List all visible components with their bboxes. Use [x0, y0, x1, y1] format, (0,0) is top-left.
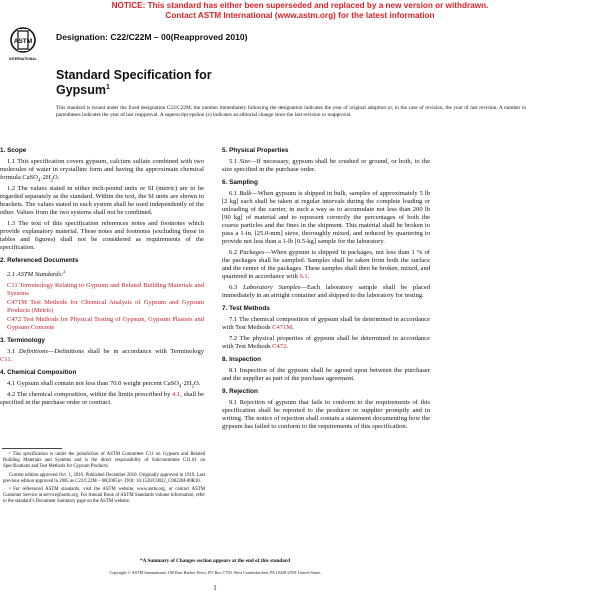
section-heading-referenced-documents: 2. Referenced Documents	[0, 257, 79, 264]
title-line-1: Standard Specification for	[56, 68, 212, 82]
paragraph-3-1: 3.1 Definitions—Definitions shall be in accordance with Terminology C11.	[0, 348, 204, 364]
page-title	[56, 68, 212, 98]
footnotes	[3, 452, 205, 508]
paragraph-4-1: 4.1 Gypsum shall contain not less than 70.0 weight percent $CaSO_4\cdot 2H_2O$.	[7, 380, 201, 390]
reference-c472[interactable]: C472 Test Methods for Physical Testing of Gypsum, Gypsum Plasters and Gypsum Concrete	[7, 316, 204, 332]
paragraph-2-1: 2.1 ASTM Standards:$^2$	[7, 269, 66, 279]
title-line-2: Gypsum$^1$	[56, 83, 110, 97]
astm-logo-icon	[8, 26, 38, 64]
notice-line-2: Contact ASTM International (www.astm.org) for the latest information	[165, 10, 435, 20]
left-column	[0, 142, 204, 410]
section-heading-physical-properties: 5. Physical Properties	[222, 147, 289, 154]
title-footnote-mark[interactable]: 1	[106, 83, 110, 91]
summary-of-changes-note: *A Summary of Changes section appears at the end of this standard	[139, 558, 290, 564]
link-c471m[interactable]: C471M	[272, 324, 293, 331]
svg-text:INTERNATIONAL: INTERNATIONAL	[9, 57, 37, 61]
footnote-1-edition: Current edition approved Oct. 1, 2010. Published December 2010. Originally approved in 1919. Last previous edition approved in 2005 as C22/C22M – 00(2005)ε¹. DOI: 10.1520/C0022_C0022M-00R10.	[3, 472, 205, 484]
reference-c11[interactable]: C11 Terminology Relating to Gypsum and Related Building Materials and Systems	[7, 282, 204, 298]
footnote-1: ¹ This specification is under the jurisdiction of ASTM Committee C11 on Gypsum and Related Building Materials and Systems and is the direct responsibility of Subcommittee C11.01 on Specifications and Test Methods for Gypsum Products.	[3, 452, 205, 470]
paragraph-4-2: 4.2 The chemical composition, within the limits prescribed by 4.1, shall be specified in the purchase order or contract.	[0, 391, 204, 407]
paragraph-8-1: 8.1 Inspection of the gypsum shall be agreed upon between the purchaser and the supplier as part of the purchase agreement.	[222, 367, 430, 382]
paragraph-5-1: 5.1 Size—If necessary, gypsum shall be crushed or ground, or both, to the size specified in the purchase order.	[222, 158, 430, 173]
link-c11[interactable]: C11	[0, 356, 11, 364]
link-6-1[interactable]: 6.1	[299, 273, 308, 280]
paragraph-6-2: 6.2 Packages—When gypsum is shipped in packages, not less than 1 % of the packages shall be sampled. Samples shall be taken from both the surface and the center of the packages. These samples shall then be broken, mixed, and quartered in accordance with 6.1.	[222, 249, 430, 280]
issue-note: This standard is issued under the fixed designation C22/C22M; the number immediately following the designation indicates the year of original adoption or, in the case of revision, the year of last revision. A number in parentheses indicates the year of last reapproval. A superscript epsilon (ε) indicates an editorial change since the last revision or reapproval.	[56, 105, 526, 119]
footnote-2: ² For referenced ASTM standards, visit the ASTM website, www.astm.org, or contact ASTM Customer Service at service@astm.org. For Annual Book of ASTM Standards volume information, refer to the standard’s Document Summary page on the ASTM website.	[3, 487, 205, 505]
reference-c471m[interactable]: C471M Test Methods for Chemical Analysis of Gypsum and Gypsum Products (Metric)	[7, 299, 204, 315]
footnote-divider	[2, 448, 62, 449]
paragraph-1-3: 1.3 The text of this specification references notes and footnotes which provide explanatory material. These notes and footnotes (excluding those in tables and figures) shall not be considered as requirements of the specification.	[0, 220, 204, 251]
section-heading-scope: 1. Scope	[0, 147, 27, 154]
section-heading-chemical-composition: 4. Chemical Composition	[0, 369, 77, 377]
link-c472[interactable]: C472	[272, 343, 287, 350]
page-number: 1	[213, 584, 217, 592]
link-4-1[interactable]: 4.1	[172, 391, 181, 399]
section-heading-terminology: 3. Terminology	[0, 337, 45, 345]
paragraph-1-2: 1.2 The values stated in either inch-pound units or SI (metric) are to be regarded separately as the standard. Within the text, the SI units are shown in brackets. The values stated in each system shall be used independently of the other. Values from the two systems shall not be combined.	[0, 185, 204, 216]
section-heading-rejection: 9. Rejection	[222, 388, 258, 395]
paragraph-9-1: 9.1 Rejection of gypsum that fails to conform to the requirements of this specification shall be reported to the producer or supplier promptly and in writing. The notice of rejection shall contain a statement documenting how the gypsum has failed to conform to the requirements of this specification.	[222, 399, 430, 430]
section-heading-inspection: 8. Inspection	[222, 356, 262, 363]
section-heading-sampling: 6. Sampling	[222, 179, 258, 186]
copyright-line: Copyright © ASTM International, 100 Barr Harbor Drive, PO Box C700, West Conshohocken, PA 19428-2959. United States	[109, 570, 321, 575]
paragraph-1-1: 1.1 This specification covers gypsum, calcium sulfate combined with two molecules of water in crystalline form and having the approximate chemical formula $CaSO_4\cdot 2H_2O$.	[0, 158, 204, 184]
notice-line-1: NOTICE: This standard has either been superseded and replaced by a new version or withdrawn.	[111, 1, 489, 10]
paragraph-6-1: 6.1 Bulk—When gypsum is shipped in bulk, samples of approximately 5 lb [2 kg] each shall be taken at regular intervals during the complete loading or unloading of the carrier, in such a way as to accumulate not less than 200 lb [90 kg] of material and to represent correctly the percentages of both the coarse particles and the fines in the shipment. This material shall be broken to pass a 1-in. [25.0-mm] sieve, thoroughly mixed, and reduced by quartering to provide not less than a 1-lb [0.5-kg] sample for the laboratory.	[222, 190, 431, 245]
paragraph-7-2: 7.2 The physical properties of gypsum shall be determined in accordance with Test Methods C472.	[222, 335, 430, 350]
section-heading-test-methods: 7. Test Methods	[222, 305, 270, 312]
paragraph-7-1: 7.1 The chemical composition of gypsum shall be determined in accordance with Test Methods C471M.	[222, 316, 430, 331]
designation: Designation: C22/C22M – 00(Reapproved 2010)	[56, 32, 248, 42]
withdrawn-notice	[0, 1, 600, 20]
right-column	[222, 142, 430, 434]
paragraph-6-3: 6.3 Laboratory Samples—Each laboratory sample shall be placed immediately in an airtight container and shipped to the laboratory for testing.	[222, 284, 430, 299]
svg-text:ASTM: ASTM	[13, 38, 33, 45]
